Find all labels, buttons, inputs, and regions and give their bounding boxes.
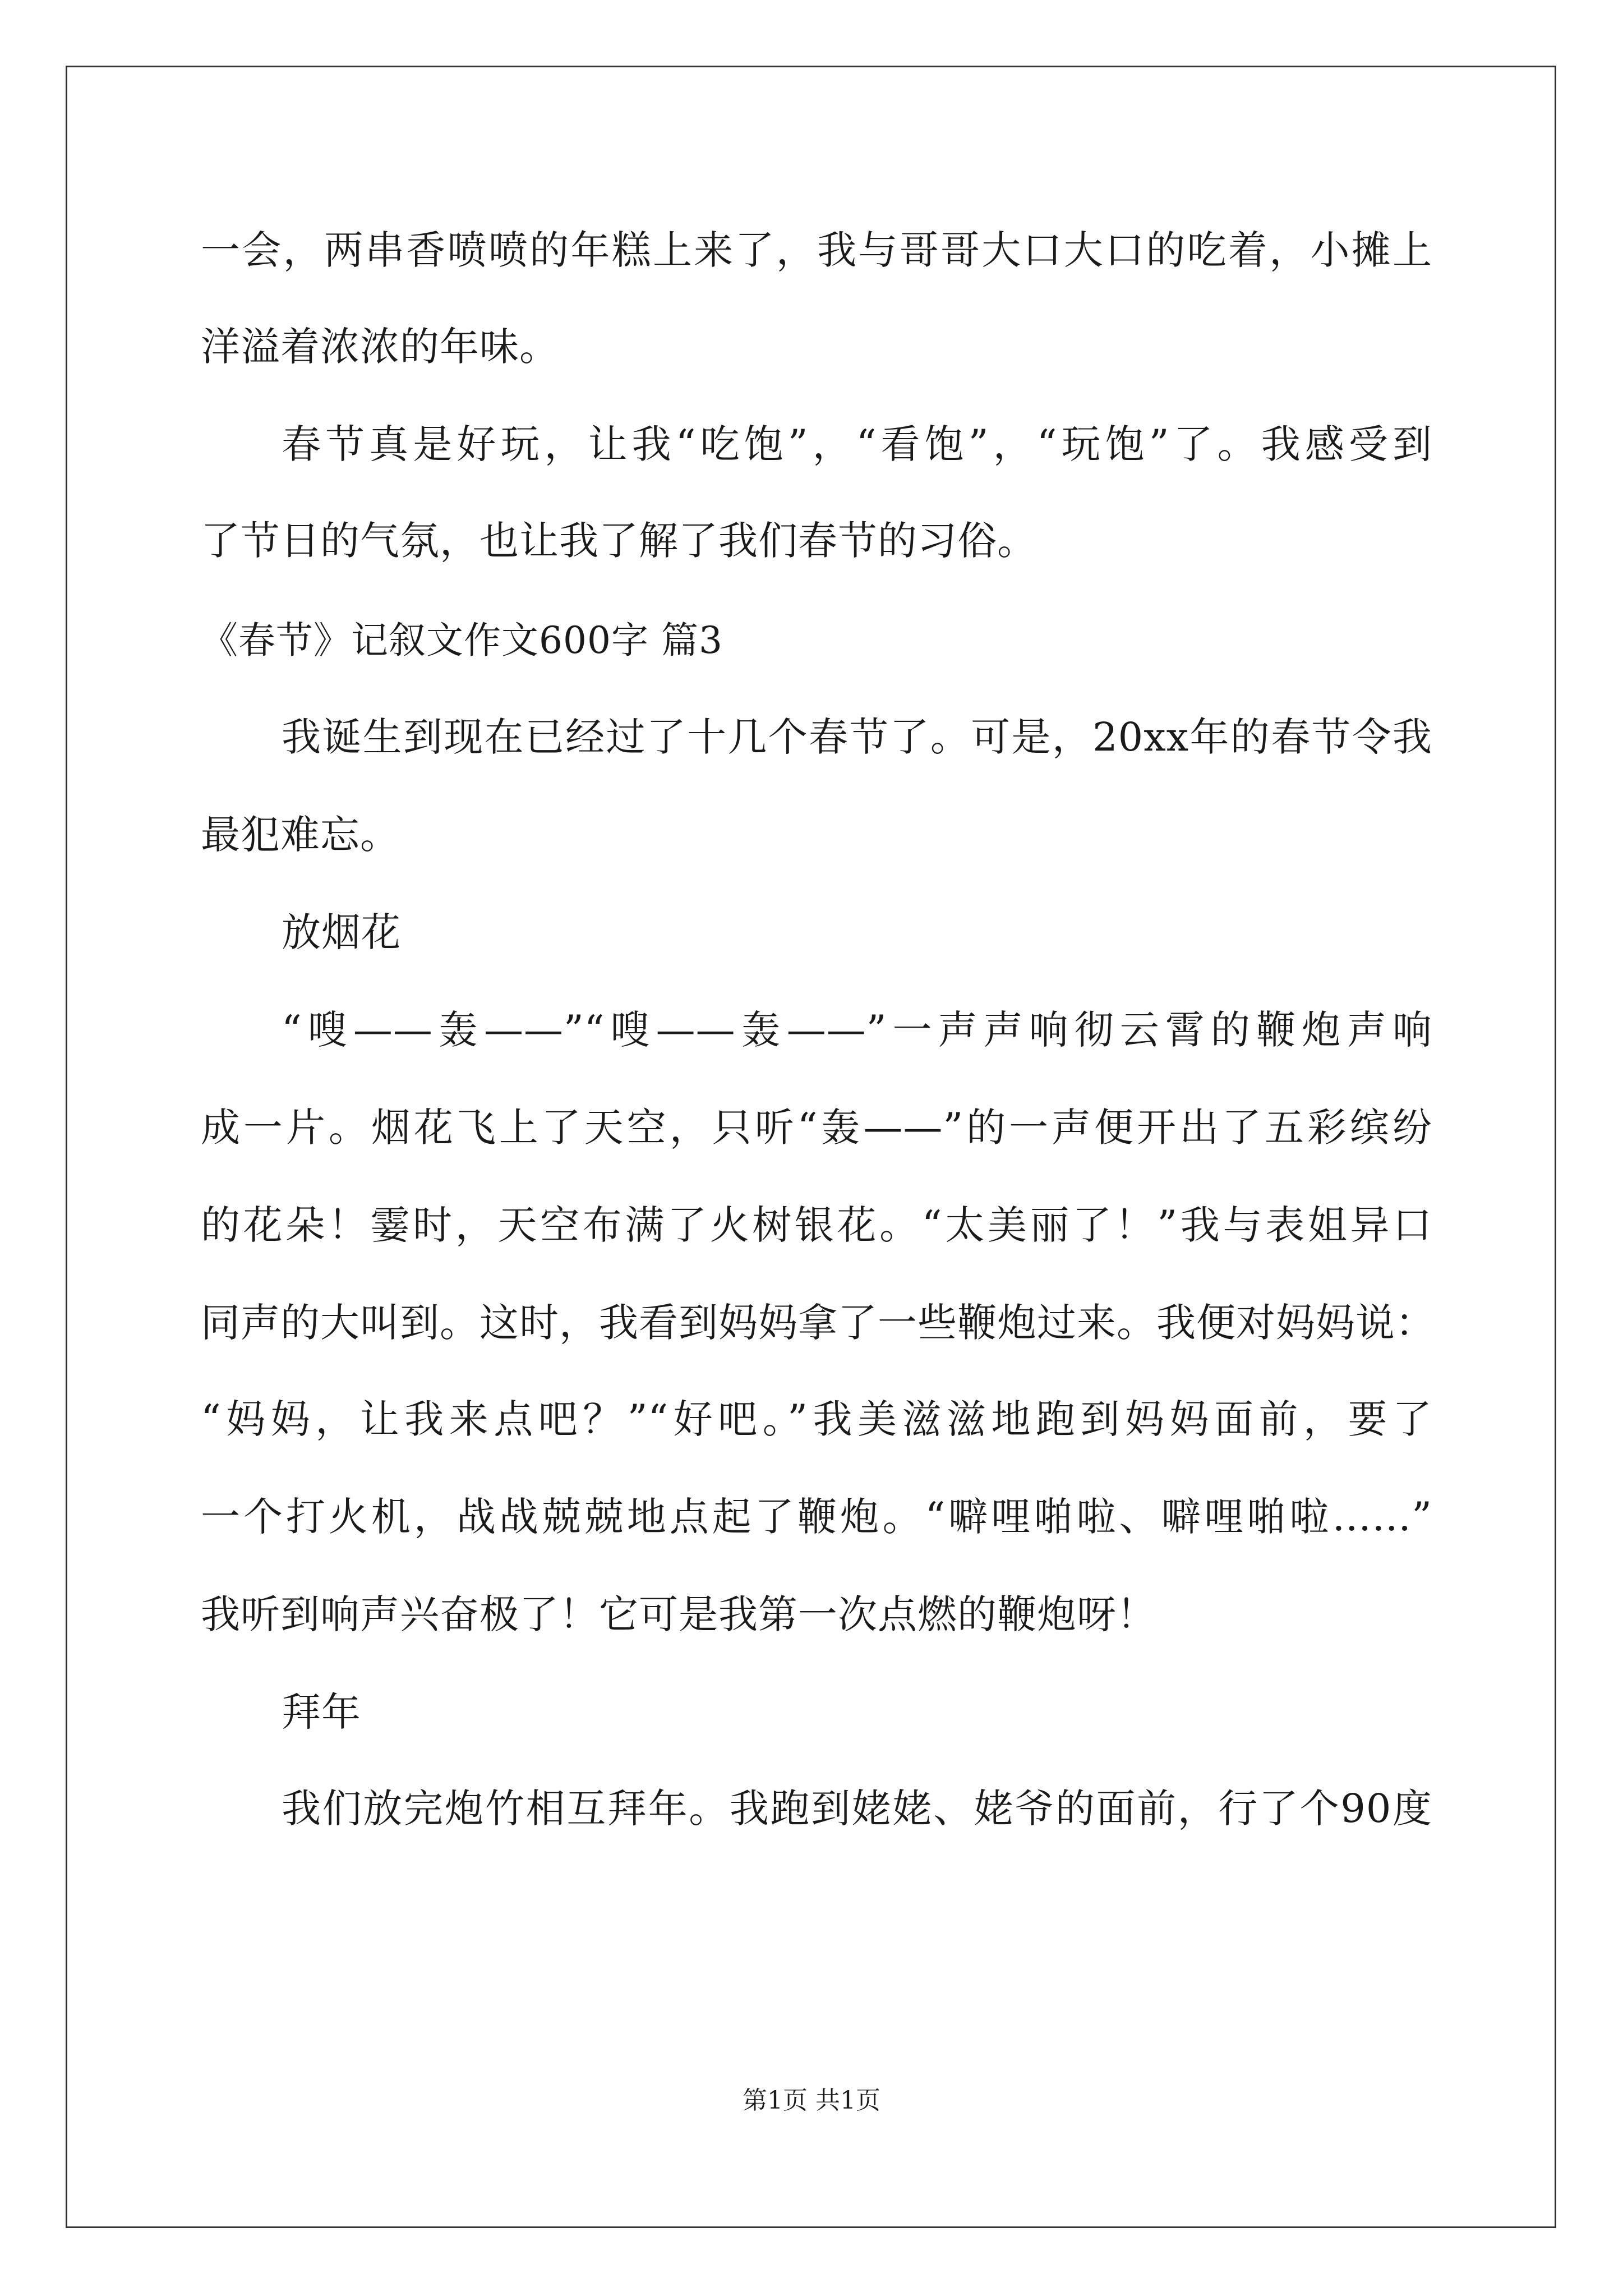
text-line-2: 洋溢着浓浓的年味。 xyxy=(201,324,559,370)
subheading-fireworks: 放烟花 xyxy=(282,909,401,955)
text-line-17: 我们放完炮竹相互拜年。我跑到姥姥、姥爷的面前，行了个90度 xyxy=(282,1786,1432,1832)
text-line-4: 了节日的气氛，也让我了解了我们春节的习俗。 xyxy=(201,518,1037,564)
subheading-new-year-greeting: 拜年 xyxy=(282,1689,361,1735)
section-heading: 《春节》记叙文作文600字 篇3 xyxy=(201,619,723,662)
page-footer: 第1页 共1页 xyxy=(743,2086,880,2115)
text-line-15: 我听到响声兴奋极了！它可是我第一次点燃的鞭炮呀！ xyxy=(201,1591,1156,1637)
text-line-9: “嗖——轰——”“嗖——轰——”一声声响彻云霄的鞭炮声响 xyxy=(282,1007,1432,1053)
text-line-12: 同声的大叫到。这时，我看到妈妈拿了一些鞭炮过来。我便对妈妈说： xyxy=(201,1300,1435,1346)
text-line-10: 成一片。烟花飞上了天空，只听“轰——”的一声便开出了五彩缤纷 xyxy=(201,1105,1432,1151)
text-line-7: 最犯难忘。 xyxy=(201,812,400,858)
text-line-11: 的花朵！霎时，天空布满了火树银花。“太美丽了！”我与表姐异口 xyxy=(201,1202,1432,1248)
text-line-14: 一个打火机，战战兢兢地点起了鞭炮。“噼哩啪啦、噼哩啪啦……” xyxy=(201,1494,1432,1540)
text-line-3: 春节真是好玩，让我“吃饱”，“看饱”，“玩饱”了。我感受到 xyxy=(282,421,1432,467)
text-line-13: “妈妈，让我来点吧？”“好吧。”我美滋滋地跑到妈妈面前，要了 xyxy=(201,1396,1432,1442)
text-line-1: 一会，两串香喷喷的年糕上来了，我与哥哥大口大口的吃着，小摊上 xyxy=(201,227,1432,273)
text-line-6: 我诞生到现在已经过了十几个春节了。可是，20xx年的春节令我 xyxy=(282,714,1432,760)
